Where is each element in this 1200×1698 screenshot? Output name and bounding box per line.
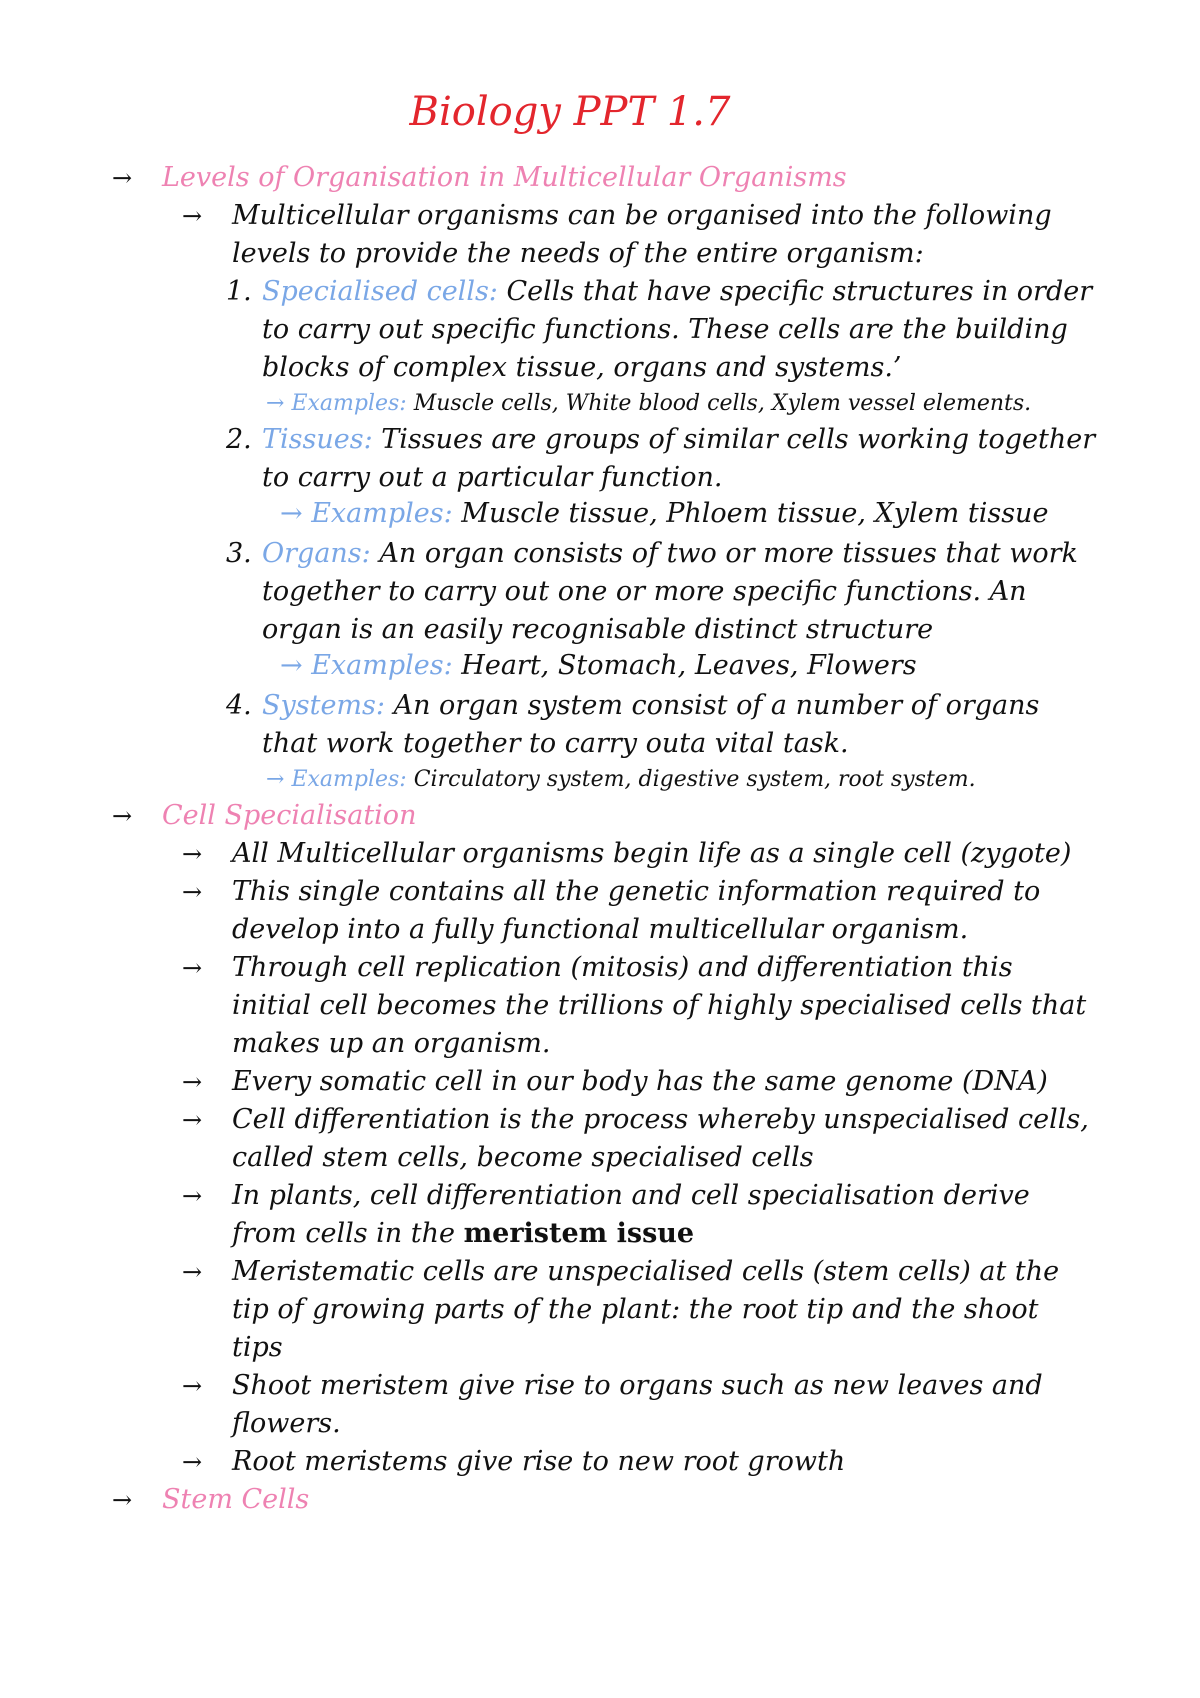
document-title: Biology PPT 1.7 bbox=[409, 89, 731, 135]
bullet-line: This single contains all the genetic information required to bbox=[232, 876, 1041, 907]
arrow-icon: → bbox=[182, 1068, 203, 1096]
item-line: Specialised cells: Cells that have specific structures in order bbox=[262, 276, 1093, 307]
examples-label: Examples: bbox=[291, 767, 407, 792]
item-line: Systems: An organ system consist of a number of organs bbox=[262, 690, 1040, 721]
arrow-icon: → bbox=[266, 767, 292, 792]
bullet-line: Through cell replication (mitosis) and differentiation this bbox=[232, 952, 1013, 983]
bullet-line: Meristematic cells are unspecialised cells (stem cells) at the bbox=[232, 1256, 1060, 1287]
bullet-line: tips bbox=[232, 1332, 283, 1363]
arrow-icon: → bbox=[182, 840, 203, 868]
item-line: together to carry out one or more specific functions. An bbox=[262, 576, 1027, 607]
item-line: organ is an easily recognisable distinct structure bbox=[262, 614, 934, 645]
arrow-icon: → bbox=[182, 878, 203, 906]
arrow-icon: → bbox=[112, 164, 133, 192]
item-line: that work together to carry outa vital task. bbox=[262, 728, 849, 759]
bullet-line: Shoot meristem give rise to organs such as new leaves and bbox=[232, 1370, 1043, 1401]
bullet-line: flowers. bbox=[232, 1408, 341, 1439]
section-heading-specialisation: Cell Specialisation bbox=[162, 800, 417, 831]
arrow-icon: → bbox=[182, 1258, 203, 1286]
arrow-icon: → bbox=[280, 498, 312, 529]
examples-label: Examples: bbox=[311, 650, 453, 681]
bullet-line: Root meristems give rise to new root growth bbox=[232, 1446, 846, 1477]
item-number: 4. bbox=[226, 690, 252, 721]
item-line: to carry out specific functions. These cells are the building bbox=[262, 314, 1068, 345]
examples-line: → Examples: Heart, Stomach, Leaves, Flowers bbox=[280, 650, 917, 681]
bullet-line: In plants, cell differentiation and cell specialisation derive bbox=[232, 1180, 1030, 1211]
arrow-icon: → bbox=[182, 1182, 203, 1210]
bullet-line: All Multicellular organisms begin life as a single cell (zygote) bbox=[232, 838, 1072, 869]
arrow-icon: → bbox=[112, 802, 133, 830]
intro-line: levels to provide the needs of the entire organism: bbox=[232, 238, 924, 269]
section-heading-levels: Levels of Organisation in Multicellular Organisms bbox=[162, 162, 847, 193]
bold-term: meristem issue bbox=[463, 1218, 695, 1249]
arrow-icon: → bbox=[280, 650, 312, 681]
arrow-icon: → bbox=[182, 1372, 203, 1400]
bullet-line: Every somatic cell in our body has the same genome (DNA) bbox=[232, 1066, 1048, 1097]
item-number: 2. bbox=[226, 424, 252, 455]
item-line: to carry out a particular function. bbox=[262, 462, 723, 493]
arrow-icon: → bbox=[182, 1448, 203, 1476]
examples-line: → Examples: Muscle cells, White blood cells, Xylem vessel elements. bbox=[266, 391, 1032, 416]
arrow-icon: → bbox=[182, 954, 203, 982]
arrow-icon: → bbox=[266, 391, 292, 416]
bullet-line: tip of growing parts of the plant: the root tip and the shoot bbox=[232, 1294, 1039, 1325]
item-line: blocks of complex tissue, organs and systems.’ bbox=[262, 352, 902, 383]
item-term: Organs: bbox=[262, 538, 371, 569]
arrow-icon: → bbox=[182, 202, 203, 230]
section-heading-stem: Stem Cells bbox=[162, 1484, 310, 1515]
item-line: Organs: An organ consists of two or more tissues that work bbox=[262, 538, 1078, 569]
examples-label: Examples: bbox=[311, 498, 453, 529]
examples-line: → Examples: Muscle tissue, Phloem tissue, Xylem tissue bbox=[280, 498, 1049, 529]
item-term: Tissues: bbox=[262, 424, 373, 455]
bullet-line: Cell differentiation is the process whereby unspecialised cells, bbox=[232, 1104, 1089, 1135]
item-term: Systems: bbox=[262, 690, 385, 721]
intro-line: Multicellular organisms can be organised into the following bbox=[232, 200, 1052, 231]
bullet-line: called stem cells, become specialised cells bbox=[232, 1142, 814, 1173]
item-line: Tissues: Tissues are groups of similar cells working together bbox=[262, 424, 1096, 455]
bullet-line: develop into a fully functional multicellular organism. bbox=[232, 914, 969, 945]
bullet-line: from cells in the meristem issue bbox=[232, 1218, 695, 1249]
examples-line: → Examples: Circulatory system, digestive system, root system. bbox=[266, 767, 976, 792]
item-number: 1. bbox=[226, 276, 252, 307]
arrow-icon: → bbox=[182, 1106, 203, 1134]
bullet-line: initial cell becomes the trillions of highly specialised cells that bbox=[232, 990, 1087, 1021]
item-number: 3. bbox=[226, 538, 252, 569]
arrow-icon: → bbox=[112, 1486, 133, 1514]
examples-label: Examples: bbox=[291, 391, 407, 416]
item-term: Specialised cells: bbox=[262, 276, 498, 307]
bullet-line: makes up an organism. bbox=[232, 1028, 551, 1059]
